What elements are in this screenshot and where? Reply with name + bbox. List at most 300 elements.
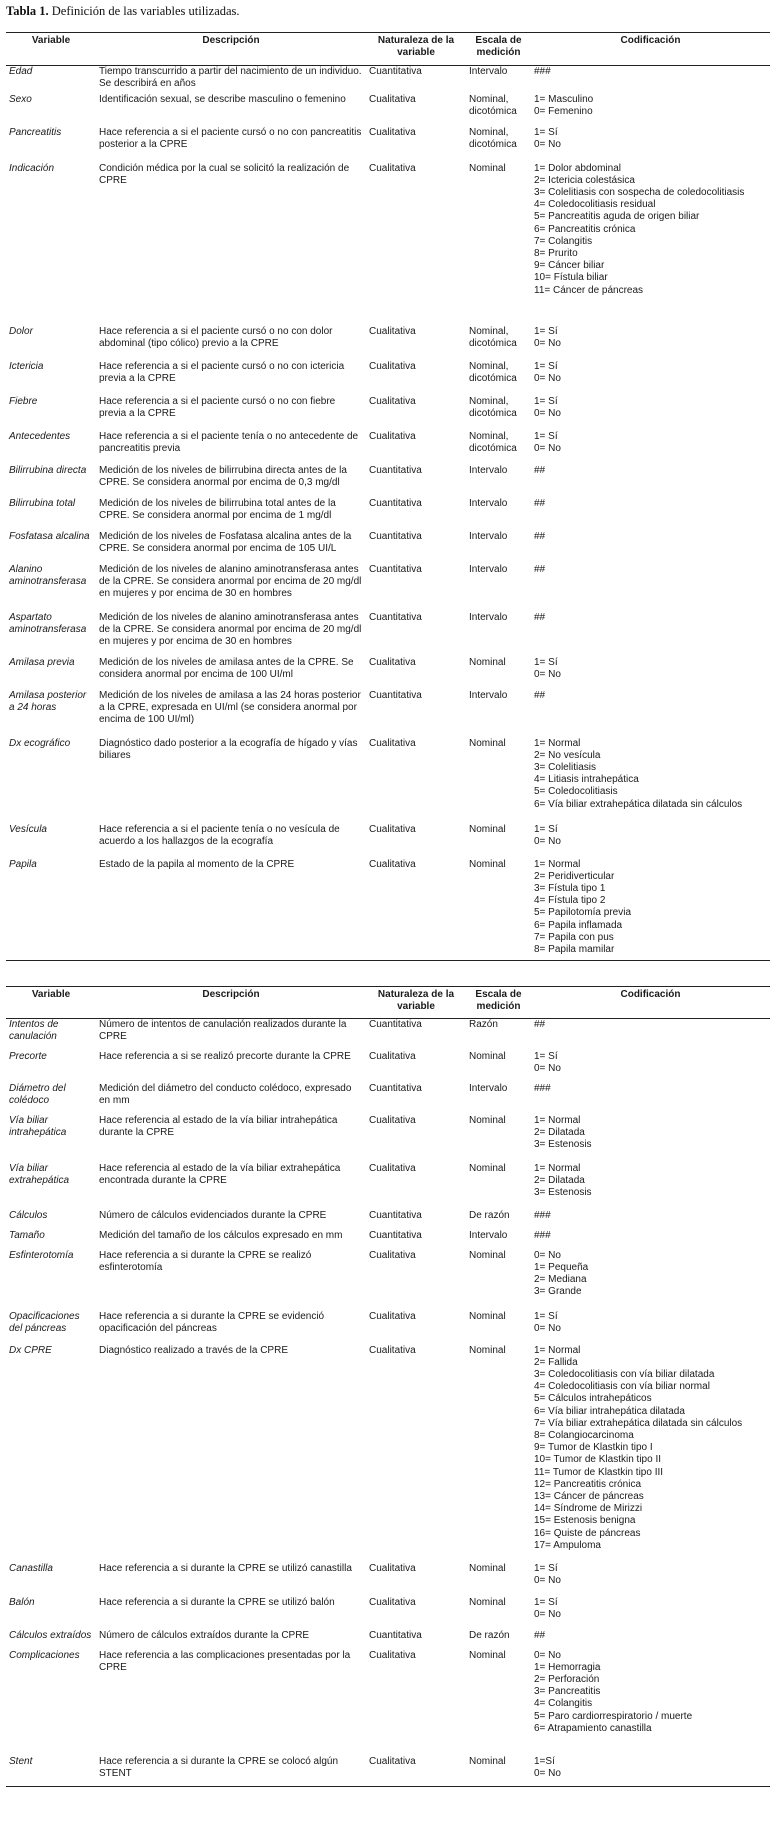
cell-escala: Intervalo [469,563,508,575]
cell-variable: Intentos de canulación [9,1019,59,1043]
cell-escala: Nominal [469,737,506,749]
cell-descripcion: Medición de los niveles de amilasa antes de la CPRE. Se considera anormal por encima de 100 UI/ml [99,656,354,680]
code-item: ### [534,1082,551,1094]
cell-escala: Nominal [469,1596,506,1608]
cell-variable: Edad [9,66,33,77]
table-row [6,163,770,326]
cell-codificacion [531,690,770,738]
cell-naturaleza: Cualitativa [369,162,416,174]
code-item: 10= Tumor de Klastkin tipo II [534,1454,662,1466]
cell-descripcion: Hace referencia a si durante la CPRE se evidenció opacificación del páncreas [99,1310,325,1334]
cell-variable: Fiebre [9,395,38,407]
table-row [6,1597,770,1630]
cell-escala: Nominal [469,162,506,174]
code-item: 3= Estenosis [534,1138,592,1150]
cell-naturaleza: Cualitativa [369,93,416,105]
code-item: 1= Sí [534,126,558,138]
code-item: 4= Coledocolitiasis con vía biliar normal [534,1381,710,1393]
code-item: 9= Cáncer biliar [534,260,605,272]
caption-label: Tabla 1. [6,4,49,18]
header-variable: Variable [6,987,96,1019]
cell-variable: Sexo [9,93,32,105]
cell-escala: Intervalo [469,1082,508,1094]
table-row [6,361,770,396]
cell-naturaleza: Cualitativa [369,1050,416,1062]
code-item: 4= Litiasis intrahepática [534,774,639,786]
code-item: ### [534,66,551,77]
header-codificacion: Codificación [531,987,770,1019]
code-item: 1= Normal [534,858,581,870]
cell-codificacion [531,1115,770,1163]
cell-codificacion [531,1311,770,1345]
cell-naturaleza: Cualitativa [369,1162,416,1174]
code-item: 8= Colangiocarcinoma [534,1429,634,1441]
cell-variable: Amilasa posterior a 24 horas [9,689,87,713]
cell-variable: Cálculos extraídos [9,1629,92,1641]
header-naturaleza: Naturaleza de la variable [366,33,466,66]
cell-naturaleza: Cuantitativa [369,689,422,701]
code-item: 0= No [534,337,561,349]
cell-variable: Diámetro del colédoco [9,1082,66,1106]
code-item: 1=Sí [534,1755,555,1767]
code-item: 0= No [534,668,561,680]
cell-descripcion: Hace referencia a si se realizó precorte durante la CPRE [99,1050,351,1062]
cell-codificacion [531,859,770,961]
code-item: 3= Pancreatitis [534,1686,601,1698]
code-item: ## [534,611,546,623]
header-descripcion: Descripción [96,33,366,66]
table-row [6,1650,770,1756]
cell-escala: Nominal, dicotómica [469,93,517,117]
table-row [6,859,770,961]
cell-naturaleza: Cualitativa [369,360,416,372]
code-item: 1= Normal [534,737,581,749]
cell-codificacion [531,1083,770,1115]
code-item: 8= Papila mamilar [534,943,615,955]
cell-descripcion: Hace referencia a si el paciente cursó o no con ictericia previa a la CPRE [99,360,345,384]
table-row [6,1083,770,1115]
cell-naturaleza: Cuantitativa [369,611,422,623]
code-item: 3= Estenosis [534,1186,592,1198]
cell-descripcion: Diagnóstico realizado a través de la CPRE [99,1344,288,1356]
cell-escala: De razón [469,1629,510,1641]
code-item: 1= Sí [534,1596,558,1608]
cell-codificacion [531,498,770,531]
code-item: 8= Prurito [534,247,578,259]
cell-descripcion: Medición de los niveles de bilirrubina total antes de la CPRE. Se considera anormal por encima de 1 mg/dl [99,497,336,521]
table-row [6,326,770,361]
code-item: 1= Sí [534,656,558,668]
cell-variable: Vesícula [9,823,47,835]
table-row [6,564,770,612]
cell-naturaleza: Cualitativa [369,1249,416,1261]
code-item: ## [534,1019,546,1030]
cell-codificacion [531,127,770,163]
code-item: 6= Papila inflamada [534,919,623,931]
cell-naturaleza: Cualitativa [369,395,416,407]
cell-naturaleza: Cualitativa [369,325,416,337]
code-item: 1= Hemorragia [534,1661,601,1673]
code-item: 1= Dolor abdominal [534,162,621,174]
header-escala: Escala de medición [466,987,531,1019]
code-item: 2= Mediana [534,1273,587,1285]
header-codificacion: Codificación [531,33,770,66]
cell-variable: Antecedentes [9,430,71,442]
variables-table-part-2 [6,986,770,1787]
table-row [6,612,770,657]
cell-escala: Intervalo [469,689,508,701]
cell-naturaleza: Cuantitativa [369,1019,422,1030]
cell-variable: Balón [9,1596,35,1608]
code-item: 0= No [534,1322,561,1334]
code-item: 1= Sí [534,430,558,442]
code-item: 14= Síndrome de Mirizzi [534,1503,643,1515]
cell-variable: Complicaciones [9,1649,80,1661]
table-caption [6,4,240,19]
cell-codificacion [531,1563,770,1597]
table-row [6,396,770,431]
code-item: 4= Fístula tipo 2 [534,895,606,907]
code-item: 7= Papila con pus [534,931,614,943]
code-item: 0= No [534,1574,561,1586]
cell-naturaleza: Cualitativa [369,823,416,835]
cell-codificacion [531,1019,770,1051]
cell-variable: Stent [6,1756,96,1787]
cell-variable: Papila [6,859,96,961]
table-row [6,431,770,465]
cell-naturaleza: Cualitativa [369,1562,416,1574]
code-item: 13= Cáncer de páncreas [534,1490,644,1502]
cell-codificacion [531,163,770,326]
cell-variable: Vía biliar extrahepática [9,1162,70,1186]
code-item: 3= Grande [534,1286,582,1298]
header-naturaleza: Naturaleza de la variable [366,987,466,1019]
cell-descripcion: Medición de los niveles de Fosfatasa alcalina antes de la CPRE. Se considera anormal por encima de 105 UI/L [99,530,352,554]
cell-escala: Nominal [469,1249,506,1261]
table-row [6,1311,770,1345]
table-row [6,1230,770,1250]
cell-variable: Dx CPRE [9,1344,52,1356]
code-item: 4= Coledocolitiasis residual [534,199,656,211]
cell-descripcion: Hace referencia a si el paciente cursó o no con fiebre previa a la CPRE [99,395,336,419]
code-item: 6= Vía biliar intrahepática dilatada [534,1405,685,1417]
cell-descripcion: Hace referencia al estado de la vía biliar intrahepática durante la CPRE [99,1114,338,1138]
code-item: 10= Fístula biliar [534,272,608,284]
cell-naturaleza: Cualitativa [369,1344,416,1356]
cell-escala: Intervalo [469,530,508,542]
table-header [6,987,770,1019]
cell-naturaleza: Cualitativa [369,656,416,668]
cell-descripcion: Número de cálculos extraídos durante la CPRE [99,1629,310,1641]
cell-escala: Nominal [466,1756,531,1787]
table-row [6,1210,770,1230]
cell-descripcion: Condición médica por la cual se solicitó la realización de CPRE [99,162,350,186]
cell-variable: Esfinterotomía [9,1249,74,1261]
code-item: 0= No [534,1249,561,1261]
cell-naturaleza: Cuantitativa [369,464,422,476]
code-item: 1= Pequeña [534,1261,589,1273]
cell-variable: Bilirrubina total [9,497,76,509]
cell-descripcion: Tiempo transcurrido a partir del nacimiento de un individuo. Se describirá en años [99,66,362,90]
cell-variable: Cálculos [9,1209,48,1221]
code-item: 9= Tumor de Klastkin tipo I [534,1442,653,1454]
cell-naturaleza: Cuantitativa [369,563,422,575]
code-item: 3= Colelitiasis con sospecha de coledocolitiasis [534,186,745,198]
cell-codificacion [531,465,770,498]
code-item: 3= Colelitiasis [534,761,596,773]
code-item: ## [534,563,546,575]
cell-escala: Intervalo [469,497,508,509]
cell-naturaleza: Cuantitativa [369,1229,422,1241]
cell-codificacion [531,1630,770,1650]
code-item: 1= Sí [534,1310,558,1322]
code-item: ## [534,689,546,701]
cell-escala: Nominal [469,1649,506,1661]
cell-variable: Amilasa previa [9,656,75,668]
cell-naturaleza: Cuantitativa [369,1082,422,1094]
code-item: 6= Pancreatitis crónica [534,223,636,235]
cell-naturaleza: Cuantitativa [369,1629,422,1641]
cell-naturaleza: Cualitativa [369,1596,416,1608]
code-item: ## [534,464,546,476]
cell-escala: Nominal [466,859,531,961]
cell-descripcion: Hace referencia a si el paciente tenía o no antecedente de pancreatitis previa [99,430,359,454]
cell-codificacion [531,657,770,690]
cell-descripcion: Hace referencia a si el paciente cursó o no con pancreatitis posterior a la CPRE [99,126,362,150]
cell-escala: Nominal, dicotómica [469,395,517,419]
cell-variable: Alanino aminotransferasa [9,563,87,587]
table-header [6,33,770,66]
cell-escala: Nominal, dicotómica [469,325,517,349]
code-item: 5= Paro cardiorrespiratorio / muerte [534,1710,693,1722]
code-item: 11= Tumor de Klastkin tipo III [534,1466,664,1478]
cell-naturaleza: Cuantitativa [369,530,422,542]
cell-naturaleza: Cualitativa [369,430,416,442]
cell-descripcion: Medición del diámetro del conducto colédoco, expresado en mm [99,1082,352,1106]
cell-variable: Ictericia [9,360,44,372]
code-item: 0= No [534,442,561,454]
cell-escala: Nominal [469,1344,506,1356]
cell-naturaleza: Cualitativa [369,1114,416,1126]
table-row [6,1115,770,1163]
cell-escala: Nominal [469,1050,506,1062]
cell-descripcion: Medición de los niveles de alanino aminotransferasa antes de la CPRE. Se considera anormal por encima de 20 mg/dl en mujeres y por encima de 30 en hombres [99,563,362,599]
header-descripcion: Descripción [96,987,366,1019]
code-item: 2= Peridiverticular [534,870,615,882]
cell-descripcion: Medición de los niveles de alanino aminotransferasa antes de la CPRE. Se considera anormal por encima de 20 mg/dl en mujeres y por encima de 30 en hombres [99,611,362,647]
cell-descripcion: Diagnóstico dado posterior a la ecografía de hígado y vías biliares [99,737,358,761]
cell-descripcion: Hace referencia a si durante la CPRE se realizó esfinterotomía [99,1249,312,1273]
cell-codificacion [531,1756,770,1787]
code-item: 12= Pancreatitis crónica [534,1478,642,1490]
code-item: 3= Coledocolitiasis con vía biliar dilatada [534,1368,715,1380]
table-row [6,66,770,94]
cell-variable: Opacificaciones del páncreas [9,1310,80,1334]
code-item: ## [534,497,546,509]
table-row [6,94,770,127]
code-item: 1= Normal [534,1344,581,1356]
code-item: ### [534,1209,551,1221]
code-item: 5= Papilotomía previa [534,907,632,919]
cell-variable: Bilirrubina directa [9,464,87,476]
cell-codificacion [531,326,770,361]
table-row [6,531,770,564]
cell-codificacion [531,1597,770,1630]
code-item: 11= Cáncer de páncreas [534,284,644,296]
cell-descripcion: Medición del tamaño de los cálculos expresado en mm [99,1229,343,1241]
code-item: 6= Vía biliar extrahepática dilatada sin cálculos [534,798,743,810]
cell-descripcion: Medición de los niveles de amilasa a las 24 horas posterior a la CPRE, expresada en UI/ml (se considera anormal por encima de 100 UI/ml) [99,689,361,725]
cell-codificacion [531,1230,770,1250]
cell-codificacion [531,1051,770,1083]
cell-descripcion: Estado de la papila al momento de la CPRE [96,859,366,961]
header-escala: Escala de medición [466,33,531,66]
cell-codificacion [531,361,770,396]
cell-codificacion [531,738,770,824]
code-item: 1= Normal [534,1114,581,1126]
code-item: 2= Ictericia colestásica [534,174,635,186]
header-variable: Variable [6,33,96,66]
cell-variable: Precorte [9,1050,47,1062]
cell-naturaleza: Cuantitativa [369,66,422,77]
code-item: 6= Atrapamiento canastilla [534,1722,652,1734]
cell-naturaleza: Cualitativa [369,1310,416,1322]
cell-descripcion: Hace referencia a si durante la CPRE se colocó algún STENT [96,1756,366,1787]
cell-variable: Canastilla [9,1562,53,1574]
code-item: 5= Pancreatitis aguda de origen biliar [534,211,700,223]
caption-text: Definición de las variables utilizadas. [48,4,240,18]
cell-codificacion [531,431,770,465]
code-item: 2= No vesícula [534,749,601,761]
code-item: 0= No [534,1649,561,1661]
cell-escala: Nominal, dicotómica [469,126,517,150]
table-row [6,465,770,498]
table-row [6,498,770,531]
table-row [6,1345,770,1563]
cell-naturaleza: Cualitativa [366,859,466,961]
cell-variable: Pancreatitis [9,126,62,138]
code-item: 15= Estenosis benigna [534,1515,636,1527]
cell-naturaleza: Cuantitativa [369,497,422,509]
cell-codificacion [531,94,770,127]
cell-descripcion: Hace referencia a si el paciente cursó o no con dolor abdominal (tipo cólico) previo a la CPRE [99,325,333,349]
code-item: 0= No [534,1062,561,1074]
cell-variable: Fosfatasa alcalina [9,530,90,542]
variables-table-part-1 [6,32,770,961]
cell-codificacion [531,66,770,94]
code-item: 2= Perforación [534,1673,600,1685]
cell-codificacion [531,824,770,859]
cell-escala: Intervalo [469,66,508,77]
cell-escala: Razón [469,1019,498,1030]
cell-codificacion [531,396,770,431]
table-row [6,1630,770,1650]
cell-descripcion: Identificación sexual, se describe masculino o femenino [99,93,346,105]
cell-variable: Aspartato aminotransferasa [9,611,87,635]
cell-escala: Nominal [469,1310,506,1322]
cell-codificacion [531,1250,770,1311]
cell-variable: Tamaño [9,1229,45,1241]
cell-naturaleza: Cualitativa [369,126,416,138]
cell-escala: Nominal, dicotómica [469,360,517,384]
code-item: 1= Sí [534,823,558,835]
cell-variable: Vía biliar intrahepática [9,1114,67,1138]
table-row [6,1019,770,1051]
code-item: 2= Fallida [534,1356,578,1368]
cell-codificacion [531,1345,770,1563]
cell-descripcion: Número de intentos de canulación realizados durante la CPRE [99,1019,347,1043]
cell-variable: Dolor [9,325,33,337]
code-item: 7= Vía biliar extrahepática dilatada sin cálculos [534,1417,743,1429]
cell-codificacion [531,564,770,612]
cell-variable: Dx ecográfico [9,737,71,749]
code-item: 0= No [534,372,561,384]
code-item: 0= No [534,835,561,847]
cell-escala: Nominal [469,823,506,835]
code-item: ### [534,1229,551,1241]
code-item: 16= Quiste de páncreas [534,1527,641,1539]
cell-naturaleza: Cuantitativa [369,1209,422,1221]
code-item: 4= Colangitis [534,1698,593,1710]
table-row [6,1756,770,1787]
code-item: 5= Cálculos intrahepáticos [534,1393,652,1405]
cell-escala: Nominal, dicotómica [469,430,517,454]
cell-variable: Indicación [9,162,55,174]
code-item: 3= Fístula tipo 1 [534,882,606,894]
table-row [6,127,770,163]
table-row [6,1051,770,1083]
cell-naturaleza: Cualitativa [366,1756,466,1787]
cell-escala: Intervalo [469,1229,508,1241]
code-item: 1= Sí [534,325,558,337]
code-item: ## [534,530,546,542]
table-row [6,824,770,859]
code-item: 17= Ampuloma [534,1539,601,1551]
table-row [6,1250,770,1311]
table-row [6,1563,770,1597]
cell-codificacion [531,612,770,657]
cell-descripcion: Hace referencia a las complicaciones presentadas por la CPRE [99,1649,351,1673]
code-item: 2= Dilatada [534,1126,585,1138]
cell-descripcion: Hace referencia a si durante la CPRE se utilizó canastilla [99,1562,352,1574]
cell-escala: De razón [469,1209,510,1221]
code-item: 1= Masculino [534,93,594,105]
code-item: ## [534,1629,546,1641]
code-item: 1= Sí [534,1562,558,1574]
cell-codificacion [531,1210,770,1230]
cell-escala: Nominal [469,1162,506,1174]
code-item: 0= No [534,138,561,150]
cell-descripcion: Hace referencia al estado de la vía biliar extrahepática encontrada durante la CPRE [99,1162,341,1186]
cell-codificacion [531,1163,770,1210]
code-item: 1= Normal [534,1162,581,1174]
code-item: 2= Dilatada [534,1174,585,1186]
code-item: 1= Sí [534,1050,558,1062]
code-item: 7= Colangitis [534,235,593,247]
code-item: 0= No [534,1767,561,1779]
table-row [6,657,770,690]
cell-escala: Nominal [469,656,506,668]
cell-descripcion: Medición de los niveles de bilirrubina directa antes de la CPRE. Se considera anormal por encima de 0,3 mg/dl [99,464,347,488]
code-item: 1= Sí [534,395,558,407]
code-item: 0= No [534,1608,561,1620]
cell-escala: Nominal [469,1562,506,1574]
cell-codificacion [531,531,770,564]
code-item: 5= Coledocolitiasis [534,786,618,798]
cell-codificacion [531,1650,770,1756]
table-row [6,738,770,824]
cell-escala: Intervalo [469,464,508,476]
